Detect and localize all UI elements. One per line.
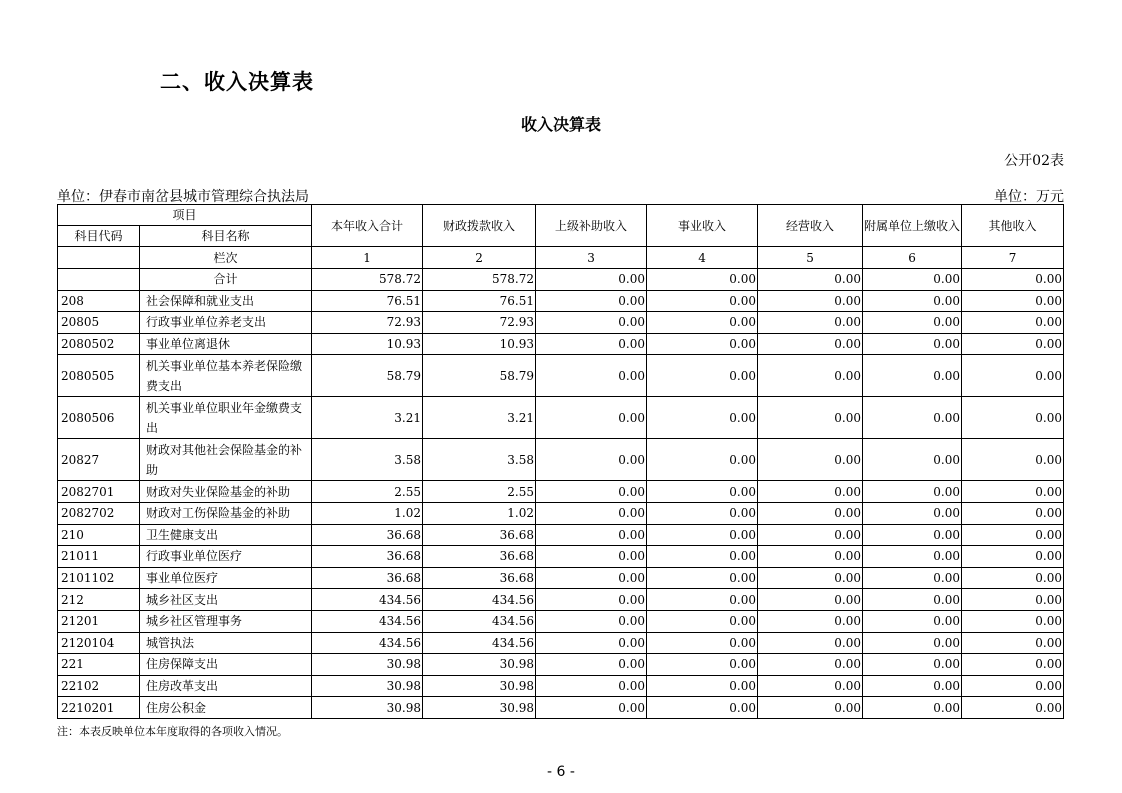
- value-cell: 0.00: [962, 397, 1064, 439]
- value-cell: 0.00: [962, 269, 1064, 291]
- value-cell: 0.00: [647, 675, 758, 697]
- value-cell: 0.00: [647, 632, 758, 654]
- value-cell: 76.51: [312, 290, 423, 312]
- subject-name: 财政对工伤保险基金的补助: [140, 502, 312, 524]
- subject-name: 行政事业单位养老支出: [140, 312, 312, 334]
- subject-code: 21201: [58, 610, 140, 632]
- header-col-1: 本年收入合计: [312, 205, 423, 247]
- column-number: 6: [863, 247, 962, 269]
- value-cell: 0.00: [863, 481, 962, 503]
- value-cell: 0.00: [536, 589, 647, 611]
- table-row: [58, 397, 1064, 439]
- value-cell: 0.00: [863, 524, 962, 546]
- value-cell: 0.00: [863, 546, 962, 568]
- subject-code: 20827: [58, 439, 140, 481]
- value-cell: 0.00: [863, 290, 962, 312]
- value-cell: 0.00: [536, 397, 647, 439]
- value-cell: 36.68: [312, 567, 423, 589]
- value-cell: 72.93: [423, 312, 536, 334]
- header-item: 项目: [58, 205, 312, 226]
- value-cell: 1.02: [423, 502, 536, 524]
- value-cell: 36.68: [312, 546, 423, 568]
- table-row: [58, 546, 1064, 568]
- table-row: [58, 439, 1064, 481]
- value-cell: 10.93: [312, 333, 423, 355]
- subject-code: 20805: [58, 312, 140, 334]
- value-cell: 0.00: [647, 312, 758, 334]
- value-cell: 0.00: [863, 333, 962, 355]
- table-row: [58, 333, 1064, 355]
- header-col-2: 财政拨款收入: [423, 205, 536, 247]
- subject-code: 2082701: [58, 481, 140, 503]
- value-cell: 36.68: [312, 524, 423, 546]
- value-cell: 0.00: [863, 654, 962, 676]
- value-cell: 0.00: [962, 312, 1064, 334]
- row-index-blank: [58, 247, 140, 269]
- subject-code: 22102: [58, 675, 140, 697]
- value-cell: 0.00: [962, 610, 1064, 632]
- value-cell: 0.00: [647, 269, 758, 291]
- subject-code: 2080505: [58, 355, 140, 397]
- value-cell: 0.00: [758, 290, 863, 312]
- value-cell: 0.00: [536, 697, 647, 719]
- column-number: 5: [758, 247, 863, 269]
- value-cell: 0.00: [536, 312, 647, 334]
- value-cell: 0.00: [863, 697, 962, 719]
- value-cell: 0.00: [863, 312, 962, 334]
- value-cell: 3.58: [423, 439, 536, 481]
- value-cell: 30.98: [312, 697, 423, 719]
- table-title: 收入决算表: [520, 115, 601, 134]
- value-cell: 0.00: [536, 567, 647, 589]
- value-cell: 0.00: [647, 439, 758, 481]
- value-cell: 434.56: [312, 589, 423, 611]
- value-cell: 0.00: [758, 312, 863, 334]
- subject-name: 机关事业单位职业年金缴费支出: [140, 397, 312, 439]
- value-cell: 0.00: [647, 546, 758, 568]
- value-cell: 3.58: [312, 439, 423, 481]
- subject-name: 住房改革支出: [140, 675, 312, 697]
- value-cell: 0.00: [536, 502, 647, 524]
- subject-name: 城乡社区支出: [140, 589, 312, 611]
- value-cell: 0.00: [962, 567, 1064, 589]
- value-cell: 0.00: [536, 439, 647, 481]
- header-col-7: 其他收入: [962, 205, 1064, 247]
- page-number: - 6 -: [547, 764, 575, 780]
- table-row: [58, 290, 1064, 312]
- value-cell: 0.00: [647, 610, 758, 632]
- value-cell: 0.00: [758, 546, 863, 568]
- value-cell: 0.00: [962, 524, 1064, 546]
- column-number: 3: [536, 247, 647, 269]
- value-cell: 0.00: [647, 567, 758, 589]
- value-cell: 2.55: [423, 481, 536, 503]
- value-cell: 0.00: [647, 355, 758, 397]
- value-cell: 0.00: [863, 502, 962, 524]
- value-cell: 0.00: [863, 567, 962, 589]
- subject-code: 2080502: [58, 333, 140, 355]
- value-cell: 0.00: [536, 610, 647, 632]
- value-cell: 0.00: [863, 355, 962, 397]
- column-number: 4: [647, 247, 758, 269]
- value-cell: 0.00: [863, 632, 962, 654]
- subject-name: 合计: [140, 269, 312, 291]
- value-cell: 0.00: [758, 333, 863, 355]
- reporting-unit: 单位：伊春市南岔县城市管理综合执法局: [57, 189, 309, 205]
- value-cell: 1.02: [312, 502, 423, 524]
- value-cell: 0.00: [758, 481, 863, 503]
- table-row: [58, 697, 1064, 719]
- value-cell: 2.55: [312, 481, 423, 503]
- value-cell: 36.68: [423, 546, 536, 568]
- subject-name: 城乡社区管理事务: [140, 610, 312, 632]
- currency-unit: 单位：万元: [994, 189, 1064, 205]
- income-table: [57, 204, 1064, 719]
- value-cell: 0.00: [962, 333, 1064, 355]
- subject-code: [58, 269, 140, 291]
- value-cell: 36.68: [423, 567, 536, 589]
- subject-name: 财政对失业保险基金的补助: [140, 481, 312, 503]
- value-cell: 0.00: [758, 439, 863, 481]
- value-cell: 30.98: [312, 675, 423, 697]
- table-row: [58, 481, 1064, 503]
- value-cell: 0.00: [536, 632, 647, 654]
- value-cell: 0.00: [536, 481, 647, 503]
- table-row: [58, 589, 1064, 611]
- value-cell: 578.72: [423, 269, 536, 291]
- subject-code: 21011: [58, 546, 140, 568]
- subject-code: 2120104: [58, 632, 140, 654]
- subject-name: 机关事业单位基本养老保险缴费支出: [140, 355, 312, 397]
- value-cell: 0.00: [536, 269, 647, 291]
- column-number: 7: [962, 247, 1064, 269]
- header-code: 科目代码: [58, 226, 140, 247]
- subject-name: 事业单位离退休: [140, 333, 312, 355]
- value-cell: 72.93: [312, 312, 423, 334]
- table-row: [58, 610, 1064, 632]
- value-cell: 0.00: [962, 546, 1064, 568]
- header-col-5: 经营收入: [758, 205, 863, 247]
- value-cell: 76.51: [423, 290, 536, 312]
- subject-code: 212: [58, 589, 140, 611]
- subject-name: 财政对其他社会保险基金的补助: [140, 439, 312, 481]
- value-cell: 0.00: [962, 697, 1064, 719]
- subject-code: 2082702: [58, 502, 140, 524]
- value-cell: 0.00: [962, 632, 1064, 654]
- value-cell: 0.00: [758, 675, 863, 697]
- column-number: 2: [423, 247, 536, 269]
- value-cell: 434.56: [423, 589, 536, 611]
- table-row: [58, 502, 1064, 524]
- value-cell: 0.00: [863, 269, 962, 291]
- value-cell: 0.00: [647, 290, 758, 312]
- value-cell: 434.56: [312, 610, 423, 632]
- subject-name: 城管执法: [140, 632, 312, 654]
- value-cell: 0.00: [758, 589, 863, 611]
- value-cell: 0.00: [536, 546, 647, 568]
- value-cell: 36.68: [423, 524, 536, 546]
- subject-name: 住房公积金: [140, 697, 312, 719]
- value-cell: 10.93: [423, 333, 536, 355]
- subject-code: 210: [58, 524, 140, 546]
- value-cell: 0.00: [758, 355, 863, 397]
- value-cell: 0.00: [863, 675, 962, 697]
- value-cell: 0.00: [962, 502, 1064, 524]
- table-row: [58, 567, 1064, 589]
- value-cell: 0.00: [647, 654, 758, 676]
- value-cell: 0.00: [536, 355, 647, 397]
- value-cell: 0.00: [863, 589, 962, 611]
- value-cell: 0.00: [647, 524, 758, 546]
- subject-name: 住房保障支出: [140, 654, 312, 676]
- value-cell: 0.00: [962, 290, 1064, 312]
- value-cell: 30.98: [423, 654, 536, 676]
- table-row: [58, 654, 1064, 676]
- value-cell: 30.98: [423, 697, 536, 719]
- value-cell: 30.98: [423, 675, 536, 697]
- subject-name: 事业单位医疗: [140, 567, 312, 589]
- table-body: [58, 269, 1064, 719]
- value-cell: 0.00: [536, 654, 647, 676]
- value-cell: 0.00: [758, 632, 863, 654]
- subject-code: 2080506: [58, 397, 140, 439]
- value-cell: 3.21: [312, 397, 423, 439]
- value-cell: 58.79: [312, 355, 423, 397]
- form-number: 公开02表: [1004, 153, 1064, 169]
- value-cell: 0.00: [863, 439, 962, 481]
- value-cell: 58.79: [423, 355, 536, 397]
- value-cell: 434.56: [312, 632, 423, 654]
- table-row: [58, 632, 1064, 654]
- column-number: 1: [312, 247, 423, 269]
- value-cell: 0.00: [962, 654, 1064, 676]
- subject-code: 208: [58, 290, 140, 312]
- value-cell: 0.00: [758, 654, 863, 676]
- section-title: 二、收入决算表: [160, 70, 314, 94]
- table-row: [58, 312, 1064, 334]
- value-cell: 0.00: [647, 397, 758, 439]
- value-cell: 434.56: [423, 610, 536, 632]
- value-cell: 0.00: [758, 397, 863, 439]
- table-row: [58, 355, 1064, 397]
- subject-name: 社会保障和就业支出: [140, 290, 312, 312]
- value-cell: 0.00: [962, 439, 1064, 481]
- value-cell: 0.00: [863, 397, 962, 439]
- value-cell: 0.00: [962, 355, 1064, 397]
- table-row: [58, 675, 1064, 697]
- subject-name: 卫生健康支出: [140, 524, 312, 546]
- value-cell: 434.56: [423, 632, 536, 654]
- subject-code: 2101102: [58, 567, 140, 589]
- table-note: 注：本表反映单位本年度取得的各项收入情况。: [57, 725, 288, 738]
- value-cell: 0.00: [962, 589, 1064, 611]
- value-cell: 0.00: [536, 675, 647, 697]
- value-cell: 578.72: [312, 269, 423, 291]
- value-cell: 0.00: [758, 269, 863, 291]
- value-cell: 0.00: [863, 610, 962, 632]
- value-cell: 0.00: [536, 524, 647, 546]
- value-cell: 0.00: [647, 333, 758, 355]
- subject-name: 行政事业单位医疗: [140, 546, 312, 568]
- header-col-3: 上级补助收入: [536, 205, 647, 247]
- header-col-6: 附属单位上缴收入: [863, 205, 962, 247]
- subject-code: 221: [58, 654, 140, 676]
- value-cell: 0.00: [647, 502, 758, 524]
- value-cell: 0.00: [758, 610, 863, 632]
- value-cell: 0.00: [962, 675, 1064, 697]
- value-cell: 3.21: [423, 397, 536, 439]
- table-row: [58, 524, 1064, 546]
- value-cell: 0.00: [536, 333, 647, 355]
- subject-code: 2210201: [58, 697, 140, 719]
- value-cell: 0.00: [647, 697, 758, 719]
- value-cell: 0.00: [758, 502, 863, 524]
- value-cell: 0.00: [962, 481, 1064, 503]
- header-col-4: 事业收入: [647, 205, 758, 247]
- value-cell: 0.00: [647, 589, 758, 611]
- value-cell: 30.98: [312, 654, 423, 676]
- row-index-label: 栏次: [140, 247, 312, 269]
- value-cell: 0.00: [758, 524, 863, 546]
- value-cell: 0.00: [758, 567, 863, 589]
- value-cell: 0.00: [647, 481, 758, 503]
- total-row: [58, 269, 1064, 291]
- value-cell: 0.00: [758, 697, 863, 719]
- value-cell: 0.00: [536, 290, 647, 312]
- header-name: 科目名称: [140, 226, 312, 247]
